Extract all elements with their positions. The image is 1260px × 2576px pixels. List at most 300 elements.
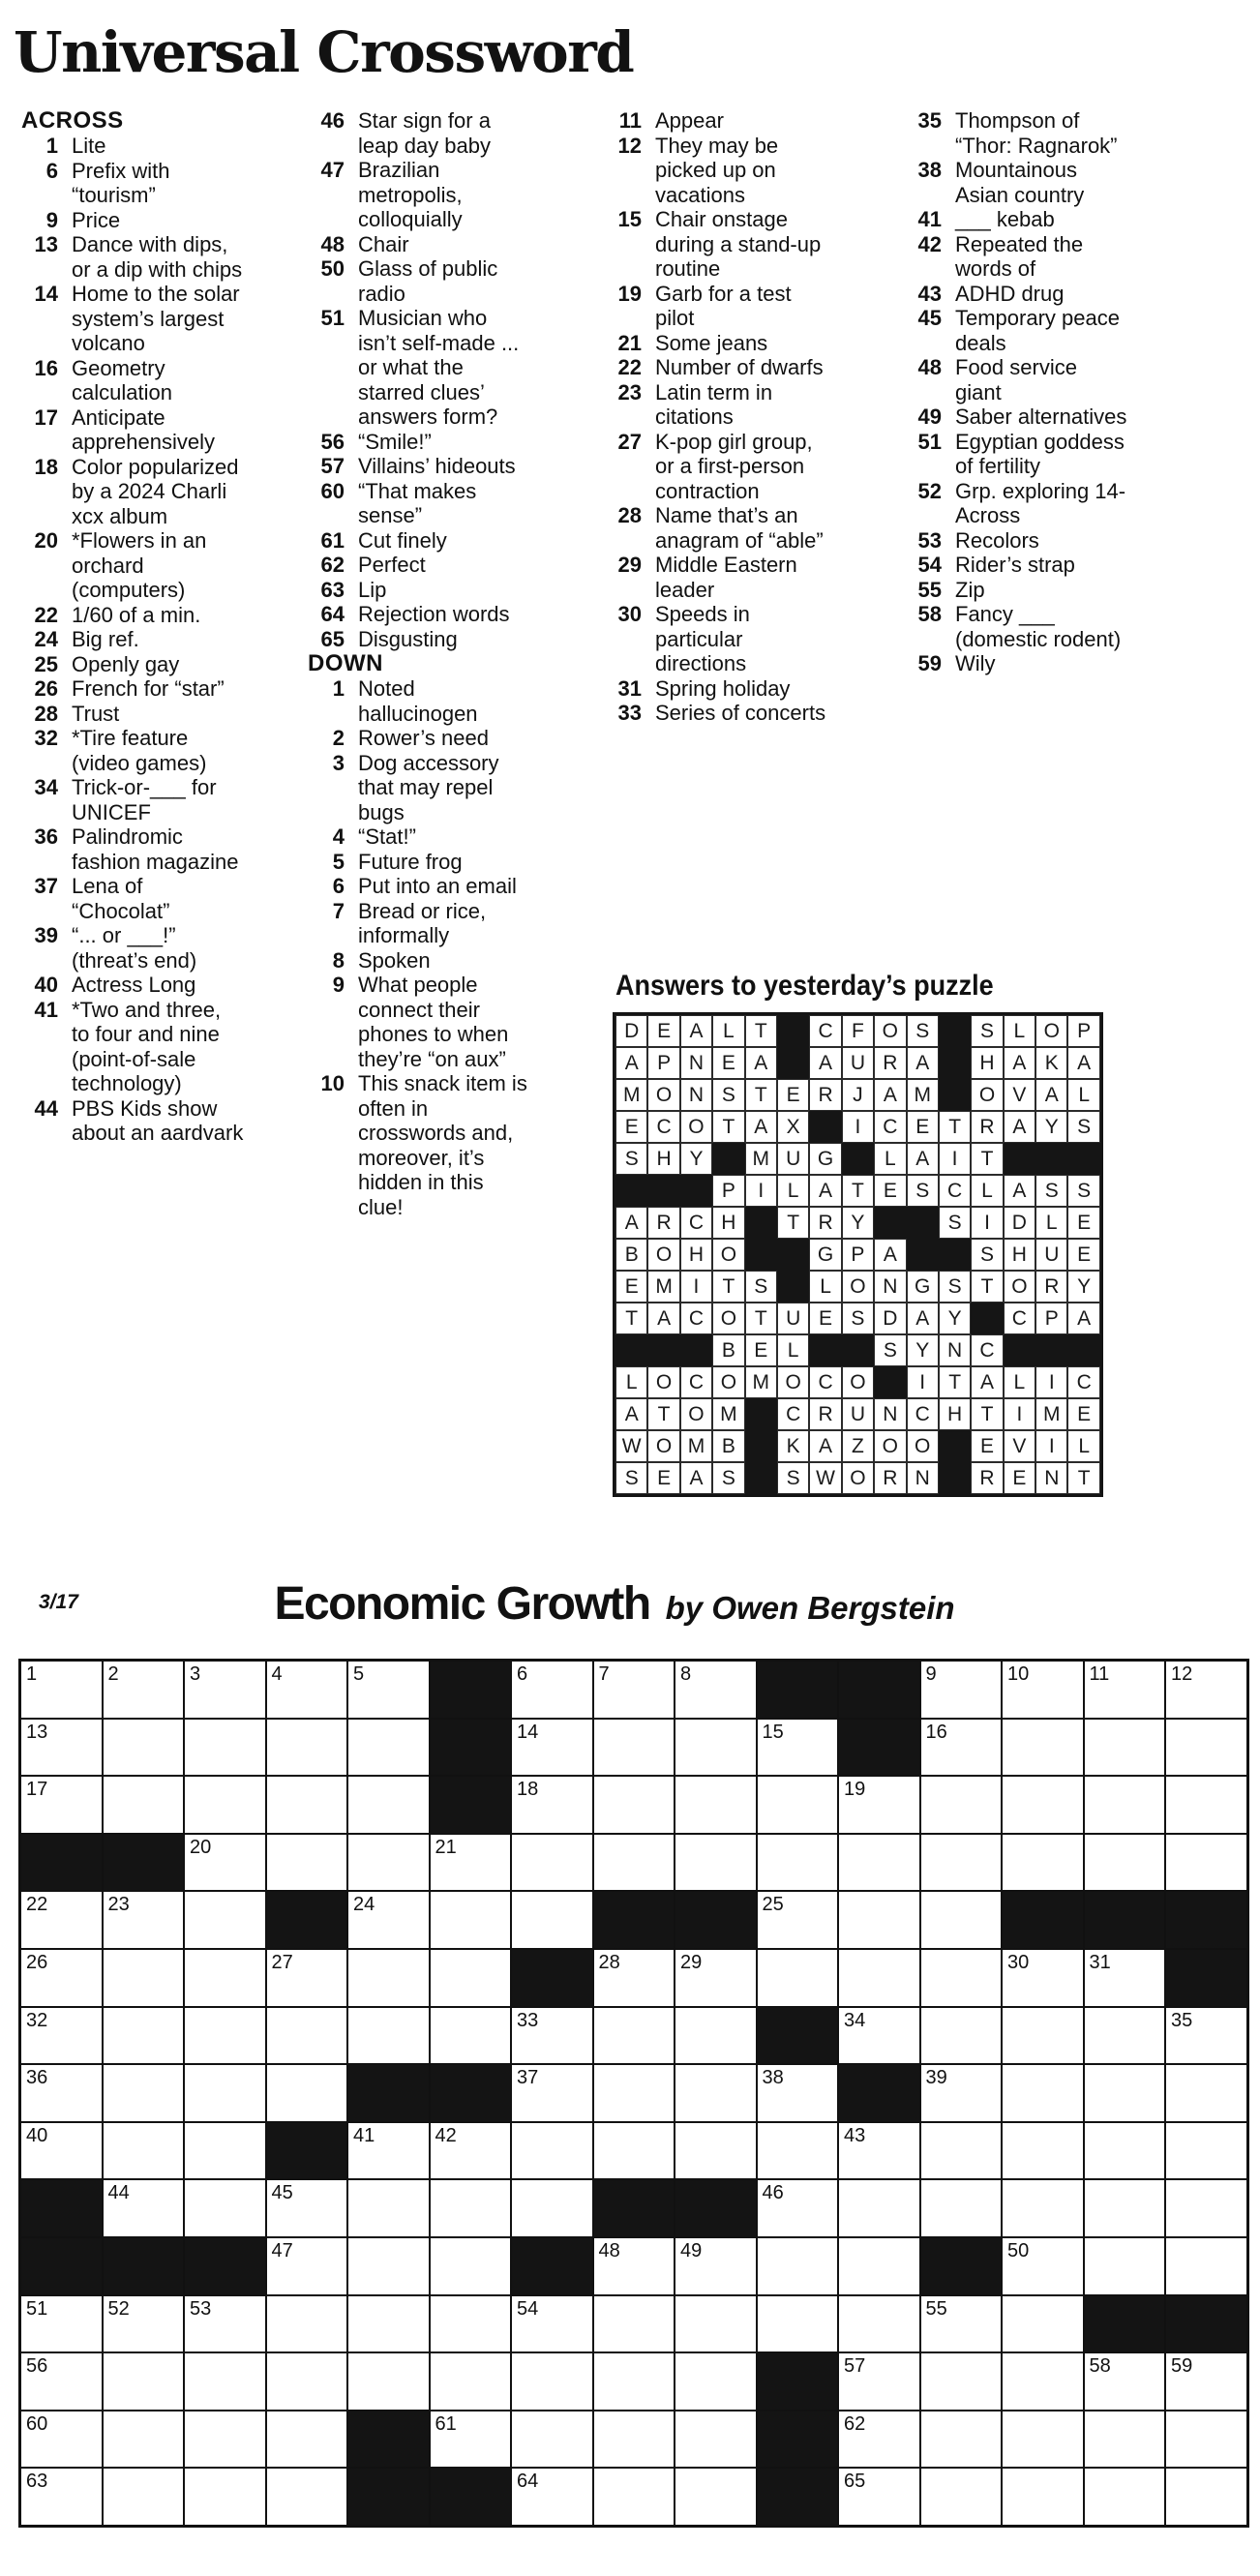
puzzle-cell[interactable] <box>184 1949 266 2007</box>
puzzle-cell[interactable] <box>838 1776 920 1834</box>
puzzle-cell[interactable] <box>184 2064 266 2122</box>
puzzle-cell[interactable] <box>1165 2237 1247 2295</box>
clue-text: PBS Kids show about an aardvark <box>72 1095 244 1145</box>
solution-letter-cell: O <box>647 1366 679 1398</box>
puzzle-cell[interactable] <box>675 2064 757 2122</box>
puzzle-cell[interactable] <box>430 1891 512 1949</box>
puzzle-cell[interactable] <box>1165 2007 1247 2065</box>
clue-item <box>308 108 544 158</box>
puzzle-cell[interactable] <box>1084 1949 1166 2007</box>
puzzle-cell[interactable] <box>757 2179 839 2237</box>
puzzle-cell[interactable] <box>675 2007 757 2065</box>
clue-item <box>21 824 257 874</box>
puzzle-cell[interactable] <box>675 1719 757 1777</box>
solution-black-cell <box>1035 1334 1067 1366</box>
clue-item <box>308 430 544 455</box>
puzzle-cell[interactable] <box>347 2122 430 2180</box>
puzzle-cell[interactable] <box>838 2352 920 2411</box>
clue-text: ___ kebab <box>955 207 1055 231</box>
puzzle-cell[interactable] <box>511 1891 593 1949</box>
clue-text: Musician who isn’t self-made ... or what the starred clues’ answers form? <box>358 306 520 429</box>
puzzle-cell[interactable] <box>511 2352 593 2411</box>
puzzle-cell[interactable] <box>103 2007 185 2065</box>
solution-letter-cell: O <box>712 1239 744 1271</box>
clue-number: 45 <box>917 306 942 330</box>
clue-number: 29 <box>617 553 642 577</box>
clue-text: Cut finely <box>358 527 447 553</box>
solution-letter-cell: O <box>680 1111 712 1143</box>
clue-item <box>308 256 544 306</box>
clue-number: 39 <box>34 923 58 947</box>
clue-text: Star sign for a leap day baby <box>358 108 491 158</box>
puzzle-cell[interactable] <box>347 2295 430 2353</box>
puzzle-cell[interactable] <box>184 2007 266 2065</box>
puzzle-cell[interactable] <box>1002 2352 1084 2411</box>
solution-letter-cell: R <box>1035 1271 1067 1303</box>
solution-letter-cell: O <box>842 1271 874 1303</box>
puzzle-black-cell <box>184 2237 266 2295</box>
puzzle-cell[interactable] <box>593 2295 675 2353</box>
puzzle-cell[interactable] <box>20 1949 103 2007</box>
puzzle-cell[interactable] <box>347 1949 430 2007</box>
puzzle-cell[interactable] <box>838 1834 920 1892</box>
cell-number: 5 <box>353 1663 365 1685</box>
puzzle-cell[interactable] <box>1165 2468 1247 2526</box>
cell-number: 16 <box>925 1721 947 1743</box>
solution-letter-cell: E <box>647 1015 679 1047</box>
puzzle-cell[interactable] <box>511 2007 593 2065</box>
clue-text: Dance with dips, or a dip with chips <box>72 232 243 282</box>
puzzle-cell[interactable] <box>920 2064 1003 2122</box>
cell-number: 47 <box>271 2239 293 2261</box>
cell-number: 34 <box>844 2009 866 2031</box>
puzzle-cell[interactable] <box>920 2179 1003 2237</box>
puzzle-cell[interactable] <box>184 1891 266 1949</box>
puzzle-cell[interactable] <box>1165 2122 1247 2180</box>
puzzle-cell[interactable] <box>266 2237 348 2295</box>
puzzle-cell[interactable] <box>675 1776 757 1834</box>
puzzle-cell[interactable] <box>266 1834 348 1892</box>
puzzle-cell[interactable] <box>20 1776 103 1834</box>
clue-text: ADHD drug <box>955 281 1065 306</box>
puzzle-cell[interactable] <box>266 2411 348 2469</box>
puzzle-title: Economic Growth <box>274 1578 650 1630</box>
puzzle-cell[interactable] <box>266 1949 348 2007</box>
puzzle-cell[interactable] <box>593 2352 675 2411</box>
puzzle-cell[interactable] <box>184 1776 266 1834</box>
puzzle-cell[interactable] <box>838 2179 920 2237</box>
puzzle-cell[interactable] <box>266 1719 348 1777</box>
puzzle-cell[interactable] <box>757 1891 839 1949</box>
puzzle-cell[interactable] <box>920 1891 1003 1949</box>
puzzle-cell[interactable] <box>675 2237 757 2295</box>
puzzle-cell[interactable] <box>920 2007 1003 2065</box>
clue-text: Middle Eastern leader <box>655 553 797 602</box>
puzzle-cell[interactable] <box>757 2064 839 2122</box>
clue-item <box>308 306 544 430</box>
puzzle-cell[interactable] <box>266 2295 348 2353</box>
puzzle-cell[interactable] <box>20 2064 103 2122</box>
solution-letter-cell: A <box>615 1207 647 1239</box>
puzzle-black-cell <box>593 2179 675 2237</box>
puzzle-cell[interactable] <box>103 2122 185 2180</box>
puzzle-cell[interactable] <box>511 2295 593 2353</box>
solution-letter-cell: T <box>971 1398 1003 1430</box>
puzzle-cell[interactable] <box>103 2411 185 2469</box>
puzzle-cell[interactable] <box>184 2179 266 2237</box>
puzzle-cell[interactable] <box>1002 1719 1084 1777</box>
puzzle-cell[interactable] <box>511 2179 593 2237</box>
puzzle-cell[interactable] <box>675 2411 757 2469</box>
solution-black-cell <box>777 1015 809 1047</box>
puzzle-cell[interactable] <box>593 2237 675 2295</box>
puzzle-cell[interactable] <box>1002 2468 1084 2526</box>
puzzle-cell[interactable] <box>430 1949 512 2007</box>
puzzle-cell[interactable] <box>266 2179 348 2237</box>
solution-letter-cell: L <box>874 1143 906 1175</box>
solution-letter-cell: I <box>907 1366 939 1398</box>
clue-text: Disgusting <box>358 626 458 651</box>
clue-text: Rower’s need <box>358 726 489 750</box>
puzzle-cell[interactable] <box>430 2122 512 2180</box>
cell-number: 10 <box>1007 1663 1030 1685</box>
puzzle-cell[interactable] <box>266 1776 348 1834</box>
clue-text: Openly gay <box>72 651 180 676</box>
puzzle-cell[interactable] <box>266 2007 348 2065</box>
puzzle-cell[interactable] <box>1165 2411 1247 2469</box>
clue-text: Repeated the words of <box>955 231 1084 281</box>
clue-text: *Two and three, to four and nine (point-of-sale technology) <box>72 997 222 1095</box>
puzzle-cell[interactable] <box>511 1719 593 1777</box>
puzzle-black-cell <box>1084 1891 1166 1949</box>
solution-letter-cell: G <box>809 1143 841 1175</box>
puzzle-cell[interactable] <box>1084 2411 1166 2469</box>
solution-letter-cell: V <box>1004 1430 1035 1462</box>
clue-number: 1 <box>332 676 345 701</box>
puzzle-cell[interactable] <box>1084 2352 1166 2411</box>
puzzle-cell[interactable] <box>593 2122 675 2180</box>
clue-item <box>21 627 257 652</box>
puzzle-cell[interactable] <box>1084 2179 1166 2237</box>
puzzle-cell[interactable] <box>838 2295 920 2353</box>
puzzle-cell[interactable] <box>757 2237 839 2295</box>
puzzle-cell[interactable] <box>838 2237 920 2295</box>
puzzle-cell[interactable] <box>1002 1776 1084 1834</box>
solution-letter-cell: M <box>615 1079 647 1111</box>
puzzle-cell[interactable] <box>20 1719 103 1777</box>
puzzle-cell[interactable] <box>347 2179 430 2237</box>
puzzle-cell[interactable] <box>347 2352 430 2411</box>
puzzle-cell[interactable] <box>1084 1834 1166 1892</box>
puzzle-black-cell <box>511 1949 593 2007</box>
clue-text: Mountainous Asian country <box>955 158 1085 207</box>
solution-black-cell <box>680 1334 712 1366</box>
puzzle-cell[interactable] <box>430 2237 512 2295</box>
puzzle-cell[interactable] <box>675 2468 757 2526</box>
solution-black-cell <box>712 1143 744 1175</box>
puzzle-cell[interactable] <box>20 2295 103 2353</box>
solution-letter-cell: C <box>777 1398 809 1430</box>
puzzle-cell[interactable] <box>1002 2179 1084 2237</box>
puzzle-cell[interactable] <box>511 2468 593 2526</box>
puzzle-cell[interactable] <box>675 1949 757 2007</box>
solution-black-cell <box>777 1047 809 1079</box>
puzzle-cell[interactable] <box>511 2064 593 2122</box>
clue-number: 3 <box>332 750 345 775</box>
puzzle-cell[interactable] <box>1084 1661 1166 1719</box>
puzzle-black-cell <box>20 2237 103 2295</box>
puzzle-cell[interactable] <box>430 2007 512 2065</box>
puzzle-cell[interactable] <box>103 1661 185 1719</box>
solution-black-cell <box>907 1239 939 1271</box>
solution-letter-cell: M <box>745 1366 777 1398</box>
puzzle-cell[interactable] <box>511 1776 593 1834</box>
puzzle-cell[interactable] <box>593 1834 675 1892</box>
puzzle-cell[interactable] <box>103 2179 185 2237</box>
solution-black-cell <box>777 1271 809 1303</box>
puzzle-cell[interactable] <box>430 1834 512 1892</box>
puzzle-cell[interactable] <box>757 2295 839 2353</box>
solution-letter-cell: C <box>907 1398 939 1430</box>
puzzle-cell[interactable] <box>920 2295 1003 2353</box>
puzzle-cell[interactable] <box>1084 2007 1166 2065</box>
solution-letter-cell: E <box>647 1462 679 1494</box>
cell-number: 36 <box>26 2067 48 2089</box>
puzzle-cell[interactable] <box>103 1776 185 1834</box>
puzzle-cell[interactable] <box>675 1661 757 1719</box>
puzzle-cell[interactable] <box>184 1719 266 1777</box>
puzzle-cell[interactable] <box>920 2411 1003 2469</box>
puzzle-cell[interactable] <box>184 2352 266 2411</box>
puzzle-cell[interactable] <box>430 2411 512 2469</box>
cell-number: 52 <box>107 2297 130 2320</box>
cell-number: 63 <box>26 2471 48 2493</box>
clue-item <box>21 923 257 973</box>
puzzle-cell[interactable] <box>20 1661 103 1719</box>
puzzle-cell[interactable] <box>184 2295 266 2353</box>
puzzle-black-cell <box>20 2179 103 2237</box>
solution-letter-cell: I <box>939 1143 971 1175</box>
clue-text: Food service giant <box>955 355 1077 404</box>
puzzle-cell[interactable] <box>920 1776 1003 1834</box>
puzzle-cell[interactable] <box>1084 1776 1166 1834</box>
puzzle-cell[interactable] <box>1084 2468 1166 2526</box>
puzzle-cell[interactable] <box>593 2411 675 2469</box>
clue-item <box>605 282 841 331</box>
puzzle-cell[interactable] <box>1084 1719 1166 1777</box>
clue-text: Glass of public radio <box>358 256 498 306</box>
puzzle-cell[interactable] <box>675 2295 757 2353</box>
solution-letter-cell: N <box>680 1047 712 1079</box>
solution-letter-cell: V <box>1004 1079 1035 1111</box>
puzzle-cell[interactable] <box>920 1834 1003 1892</box>
puzzle-cell[interactable] <box>1084 2064 1166 2122</box>
puzzle-cell[interactable] <box>838 2122 920 2180</box>
clue-text: Garb for a test pilot <box>655 281 792 330</box>
puzzle-cell[interactable] <box>920 2352 1003 2411</box>
puzzle-cell[interactable] <box>266 2352 348 2411</box>
solution-letter-cell: O <box>1035 1015 1067 1047</box>
clue-item <box>905 232 1141 282</box>
puzzle-cell[interactable] <box>593 1661 675 1719</box>
puzzle-cell[interactable] <box>675 1834 757 1892</box>
puzzle-cell[interactable] <box>20 2122 103 2180</box>
puzzle-cell[interactable] <box>1165 1719 1247 1777</box>
puzzle-cell[interactable] <box>1165 2352 1247 2411</box>
puzzle-cell[interactable] <box>920 1661 1003 1719</box>
cell-number: 62 <box>844 2412 866 2435</box>
puzzle-cell[interactable] <box>593 1949 675 2007</box>
puzzle-cell[interactable] <box>838 1891 920 1949</box>
puzzle-cell[interactable] <box>430 2179 512 2237</box>
puzzle-cell[interactable] <box>1002 1949 1084 2007</box>
puzzle-cell[interactable] <box>1165 1661 1247 1719</box>
puzzle-cell[interactable] <box>1002 2007 1084 2065</box>
clue-item <box>308 578 544 603</box>
solution-letter-cell: N <box>874 1271 906 1303</box>
solution-letter-cell: I <box>842 1111 874 1143</box>
clue-item <box>308 948 544 973</box>
puzzle-cell[interactable] <box>1002 2295 1084 2353</box>
puzzle-cell[interactable] <box>347 1776 430 1834</box>
puzzle-cell[interactable] <box>511 1834 593 1892</box>
puzzle-cell[interactable] <box>838 1949 920 2007</box>
puzzle-cell[interactable] <box>920 2122 1003 2180</box>
solution-letter-cell: L <box>1004 1366 1035 1398</box>
puzzle-cell[interactable] <box>838 2007 920 2065</box>
cell-number: 65 <box>844 2471 866 2493</box>
clue-text: Speeds in particular directions <box>655 602 750 675</box>
clue-item <box>308 602 544 627</box>
clue-number: 34 <box>34 775 58 799</box>
puzzle-cell[interactable] <box>1002 2122 1084 2180</box>
puzzle-cell[interactable] <box>103 1719 185 1777</box>
puzzle-cell[interactable] <box>593 1719 675 1777</box>
solution-letter-cell: S <box>745 1271 777 1303</box>
puzzle-cell[interactable] <box>20 2007 103 2065</box>
puzzle-cell[interactable] <box>757 2122 839 2180</box>
puzzle-cell[interactable] <box>184 2468 266 2526</box>
solution-letter-cell: U <box>777 1143 809 1175</box>
solution-letter-cell: S <box>1035 1175 1067 1207</box>
cell-number: 43 <box>844 2124 866 2146</box>
puzzle-cell[interactable] <box>838 2411 920 2469</box>
cell-number: 6 <box>517 1663 528 1685</box>
puzzle-cell[interactable] <box>184 2411 266 2469</box>
puzzle-cell[interactable] <box>920 2468 1003 2526</box>
puzzle-cell[interactable] <box>20 2468 103 2526</box>
puzzle-cell[interactable] <box>103 1949 185 2007</box>
clue-item <box>905 479 1141 528</box>
puzzle-cell[interactable] <box>103 2468 185 2526</box>
solution-black-cell <box>907 1207 939 1239</box>
solution-black-cell <box>939 1015 971 1047</box>
puzzle-cell[interactable] <box>1002 2064 1084 2122</box>
puzzle-cell[interactable] <box>675 2352 757 2411</box>
puzzle-cell[interactable] <box>1165 2064 1247 2122</box>
puzzle-cell[interactable] <box>347 1661 430 1719</box>
puzzle-cell[interactable] <box>675 2122 757 2180</box>
clue-item <box>21 702 257 727</box>
puzzle-cell[interactable] <box>103 2295 185 2353</box>
puzzle-cell[interactable] <box>347 1834 430 1892</box>
puzzle-cell[interactable] <box>103 1891 185 1949</box>
clue-text: Actress Long <box>72 973 196 997</box>
solution-letter-cell: G <box>809 1239 841 1271</box>
puzzle-cell[interactable] <box>266 1661 348 1719</box>
puzzle-cell[interactable] <box>20 2352 103 2411</box>
puzzle-cell[interactable] <box>757 1949 839 2007</box>
puzzle-black-cell <box>347 2468 430 2526</box>
puzzle-cell[interactable] <box>20 1891 103 1949</box>
puzzle-cell[interactable] <box>838 2468 920 2526</box>
puzzle-cell[interactable] <box>1002 2237 1084 2295</box>
solution-black-cell <box>939 1462 971 1494</box>
puzzle-cell[interactable] <box>1002 2411 1084 2469</box>
puzzle-cell[interactable] <box>103 2352 185 2411</box>
puzzle-cell[interactable] <box>1165 1776 1247 1834</box>
solution-black-cell <box>1035 1143 1067 1175</box>
puzzle-cell[interactable] <box>347 1891 430 1949</box>
puzzle-cell[interactable] <box>511 2122 593 2180</box>
puzzle-cell[interactable] <box>757 1719 839 1777</box>
puzzle-cell[interactable] <box>430 2352 512 2411</box>
puzzle-cell[interactable] <box>593 2007 675 2065</box>
puzzle-cell[interactable] <box>103 2064 185 2122</box>
solution-letter-cell: A <box>680 1462 712 1494</box>
clue-item <box>905 553 1141 578</box>
solution-black-cell <box>745 1207 777 1239</box>
clue-item <box>308 528 544 554</box>
puzzle-cell[interactable] <box>757 1776 839 1834</box>
puzzle-cell[interactable] <box>593 1776 675 1834</box>
clue-number: 9 <box>45 207 58 232</box>
puzzle-cell[interactable] <box>920 1719 1003 1777</box>
puzzle-cell[interactable] <box>511 1661 593 1719</box>
puzzle-cell[interactable] <box>1165 1834 1247 1892</box>
solution-letter-cell: S <box>712 1462 744 1494</box>
puzzle-cell[interactable] <box>920 1949 1003 2007</box>
puzzle-cell[interactable] <box>184 2122 266 2180</box>
solution-letter-cell: T <box>939 1366 971 1398</box>
puzzle-cell[interactable] <box>20 2411 103 2469</box>
puzzle-cell[interactable] <box>1002 1661 1084 1719</box>
puzzle-black-cell <box>675 1891 757 1949</box>
puzzle-cell[interactable] <box>430 2295 512 2353</box>
clue-text: Name that’s an anagram of “able” <box>655 503 824 553</box>
puzzle-cell[interactable] <box>593 2468 675 2526</box>
puzzle-cell[interactable] <box>347 2237 430 2295</box>
puzzle-cell[interactable] <box>347 2007 430 2065</box>
clue-item <box>308 824 544 850</box>
puzzle-cell[interactable] <box>266 2064 348 2122</box>
puzzle-cell[interactable] <box>1165 2179 1247 2237</box>
solution-letter-cell: S <box>1067 1111 1099 1143</box>
puzzle-cell[interactable] <box>1084 2237 1166 2295</box>
puzzle-cell[interactable] <box>184 1661 266 1719</box>
puzzle-cell[interactable] <box>347 1719 430 1777</box>
solution-letter-cell: E <box>615 1111 647 1143</box>
puzzle-cell[interactable] <box>1002 1834 1084 1892</box>
puzzle-cell[interactable] <box>184 1834 266 1892</box>
puzzle-cell[interactable] <box>1084 2122 1166 2180</box>
puzzle-cell[interactable] <box>511 2411 593 2469</box>
puzzle-cell[interactable] <box>593 2064 675 2122</box>
cell-number: 61 <box>435 2412 457 2435</box>
clue-item <box>308 726 544 751</box>
puzzle-cell[interactable] <box>266 2468 348 2526</box>
puzzle-cell[interactable] <box>757 1834 839 1892</box>
